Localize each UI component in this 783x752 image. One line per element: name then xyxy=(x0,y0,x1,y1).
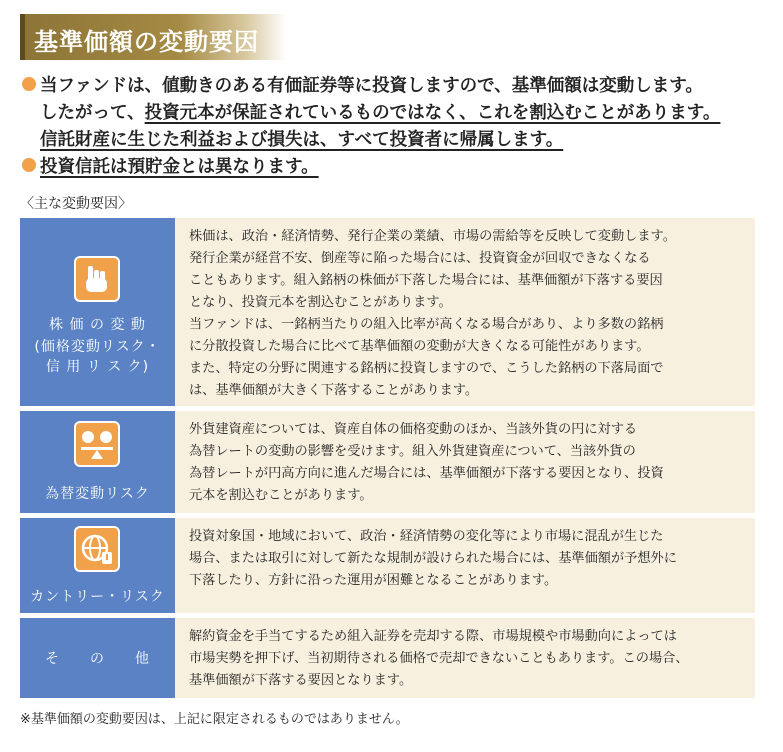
bullet-dot-icon xyxy=(22,158,36,172)
risk-label-cell xyxy=(20,518,175,613)
risk-label-line: 株 価 の 変 動 xyxy=(49,317,146,333)
header-accent-bar xyxy=(20,14,25,60)
risk-row-price xyxy=(20,218,755,406)
bullet-line-3: 信託財産に生じた利益および損失は、すべて投資者に帰属します。 xyxy=(40,130,564,150)
risk-label-line: 信 用 リ ス ク) xyxy=(45,359,150,375)
risk-label-cell xyxy=(20,218,175,406)
risk-description: 株価は、政治・経済情勢、発行企業の業績、市場の需給等を反映して変動します。 発行企業が経営不安、倒産等に陥った場合には、投資資金が回収できなくなる こともあります。組入銘柄の株価が下落した場合には、基準価額が下落する要因 となり、投資元本を割込むことがあります。 当ファンドは、一銘柄当たりの組入比率が高くなる場合があり、より多数の銘柄 に分散投資した場合に比べて基準価額の変動が大きくなる可能性があります。 また、特定の分野に関連する銘柄に投資しますので、こうした銘柄の下落局面で は、基準価額が大きく下落することがあります。 xyxy=(175,218,755,406)
risk-row-other xyxy=(20,618,755,698)
bullet-line-2: したがって、投資元本が保証されているものではなく、これを割込むことがあります。 xyxy=(40,103,721,123)
risk-row-fx xyxy=(20,411,755,513)
key-points xyxy=(20,72,780,180)
bullet-line-4: 投資信託は預貯金とは異なります。 xyxy=(20,153,780,180)
bullet-line-1: 当ファンドは、値動きのある有価証券等に投資しますので、基準価額は変動します。 xyxy=(20,72,780,99)
risk-label-line: (価格変動リスク・ xyxy=(34,339,161,355)
bullet-dot-icon xyxy=(22,77,36,91)
globe-warning-icon xyxy=(74,526,120,572)
subheading: 〈主な変動要因〉 xyxy=(20,196,132,212)
section-title: 基準価額の変動要因 xyxy=(34,28,259,56)
risk-label-line: そ の 他 xyxy=(45,651,150,667)
risk-description: 投資対象国・地域において、政治・経済情勢の変化等により市場に混乱が生じた 場合、または取引に対して新たな規制が設けられた場合には、基準価額が予想外に 下落したり、方針に沿った運用が困難となることがあります。 xyxy=(175,518,755,613)
risk-label-cell xyxy=(20,618,175,698)
risk-description: 外貨建資産については、資産自体の価格変動のほか、当該外貨の円に対する 為替レートの変動の影響を受けます。組入外貨建資産について、当該外貨の 為替レートが円高方向に進んだ場合には、基準価額が下落する要因となり、投資 元本を割込むことがあります。 xyxy=(175,411,755,513)
risk-row-country xyxy=(20,518,755,613)
risk-description: 解約資金を手当てするため組入証券を売却する際、市場規模や市場動向によっては 市場実勢を押下げ、当初期待される価格で売却できないこともあります。この場合、 基準価額が下落する要因となります。 xyxy=(175,618,755,698)
risk-label-line: 為替変動リスク xyxy=(45,486,150,502)
risk-label-line: カントリー・リスク xyxy=(30,589,165,605)
section-header xyxy=(20,14,286,60)
footnote: ※基準価額の変動要因は、上記に限定されるものではありません。 xyxy=(20,712,409,727)
risk-label-cell xyxy=(20,411,175,513)
hand-pointing-icon xyxy=(74,256,120,302)
currency-seesaw-icon xyxy=(74,421,120,467)
